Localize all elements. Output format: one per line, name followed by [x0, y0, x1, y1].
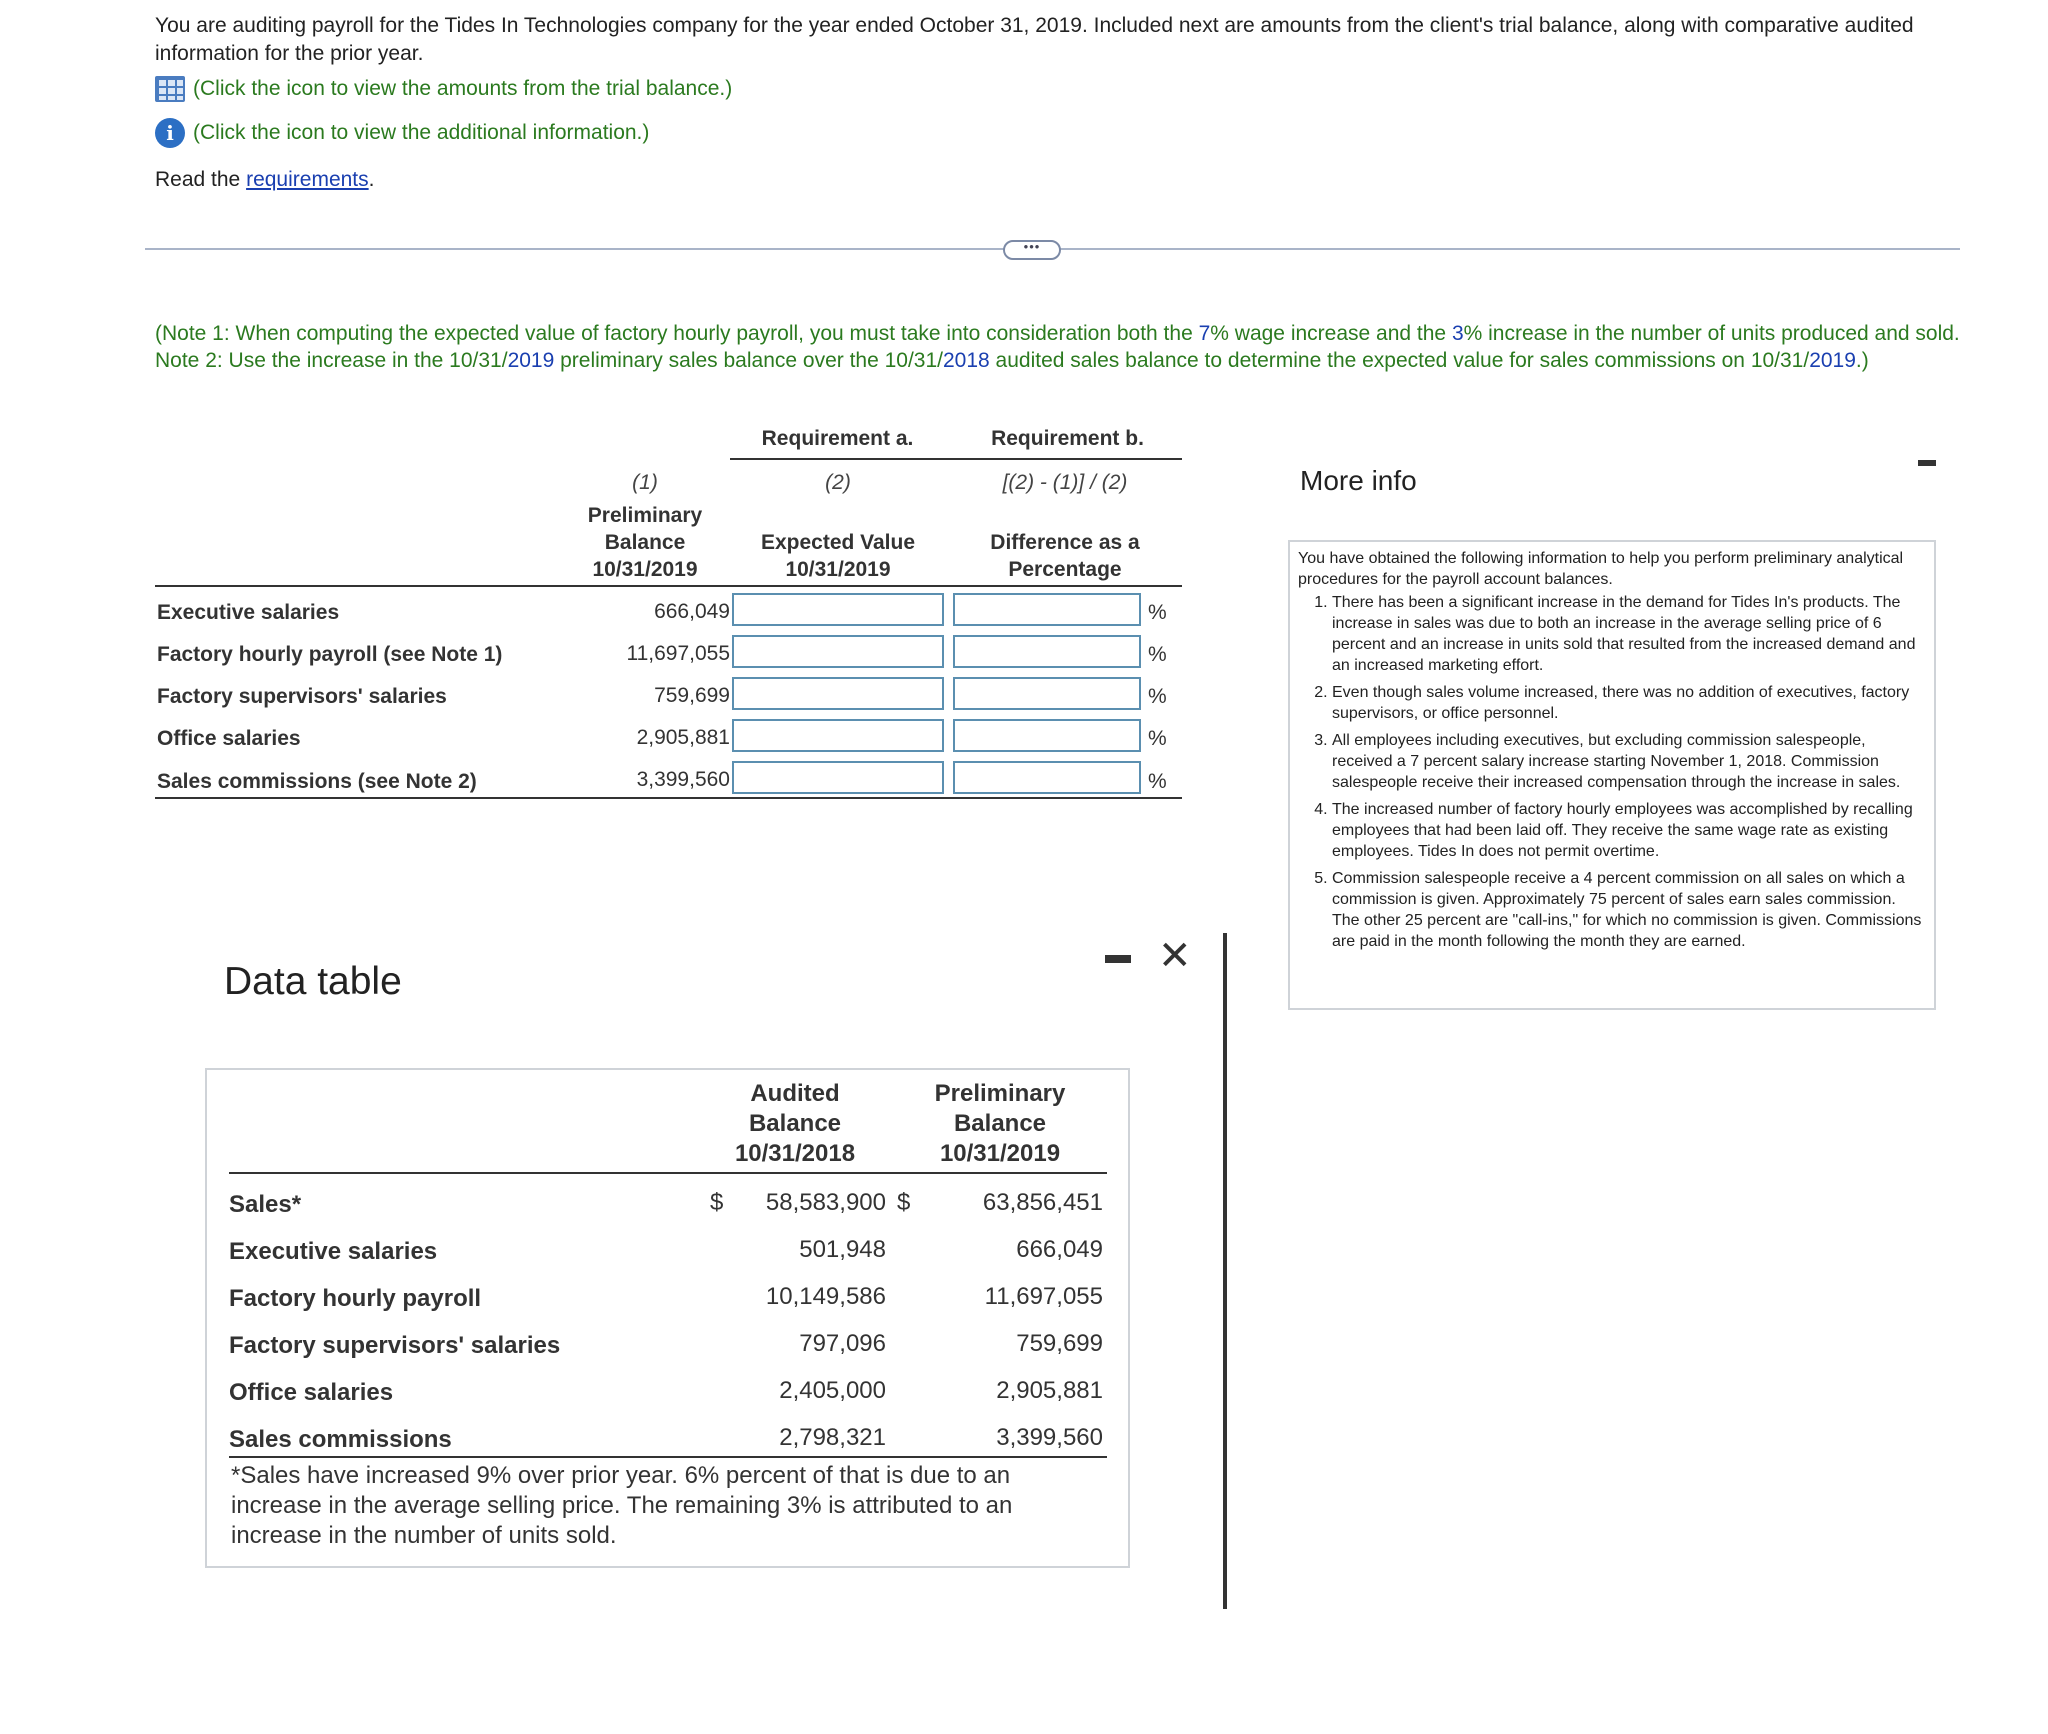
- difference-pct-input[interactable]: [953, 593, 1141, 626]
- col2-header: Expected Value 10/31/2019: [760, 531, 916, 581]
- data-table-footer-rule: [229, 1456, 1107, 1458]
- dollar-sign: $: [710, 1189, 724, 1216]
- col2-sub: (2): [825, 471, 851, 494]
- difference-pct-input[interactable]: [953, 677, 1141, 710]
- requirement-a-header: Requirement a.: [761, 427, 914, 450]
- more-info-intro: You have obtained the following information to help you perform preliminary analytical procedures for the payroll account balances.: [1298, 550, 1904, 588]
- factory-hourly-audited: 10,149,586: [765, 1283, 886, 1310]
- data-row-sales-commissions: Sales commissions: [229, 1426, 452, 1453]
- info-icon[interactable]: i: [155, 118, 185, 148]
- expected-value-input[interactable]: [732, 761, 944, 794]
- row-office-salaries-value: 2,905,881: [636, 726, 730, 749]
- table-icon[interactable]: [155, 76, 185, 102]
- col3-header: Difference as a Percentage: [990, 531, 1140, 581]
- executive-audited: 501,948: [799, 1236, 886, 1263]
- data-row-office-salaries: Office salaries: [229, 1379, 394, 1406]
- data-row-factory-supervisors: Factory supervisors' salaries: [229, 1332, 561, 1359]
- footer-rule: [155, 797, 1182, 799]
- requirements-link[interactable]: requirements: [246, 168, 369, 191]
- difference-pct-input[interactable]: [953, 635, 1141, 668]
- list-item: 3. All employees including executives, but excluding commission salespeople, received a 7 percent salary increase starting November 1, 2018. Commission salespeople receive their increased compensation through the increase in sales.: [1332, 730, 1926, 793]
- pct-symbol: %: [1148, 727, 1167, 750]
- col1-header: Preliminary Balance 10/31/2019: [587, 504, 703, 581]
- sales-preliminary: 63,856,451: [982, 1189, 1103, 1216]
- row-factory-hourly-payroll: Factory hourly payroll (see Note 1): [157, 643, 503, 666]
- list-item: 5. Commission salespeople receive a 4 percent commission on all sales on which a commission is given. Approximately 75 percent of sales earn sales commission. The other 25 percent are "call-ins," for which no commission is given. Commissions are paid in the month following the month they are earned.: [1332, 868, 1926, 952]
- row-factory-hourly-payroll-value: 11,697,055: [626, 642, 730, 665]
- close-icon[interactable]: ✕: [1158, 933, 1192, 979]
- list-item: 4. The increased number of factory hourly employees was accomplished by recalling employees that had been laid off. They receive the same wage rate as existing employees. Tides In does not permit overtime.: [1332, 799, 1926, 862]
- additional-info-link[interactable]: [155, 118, 649, 148]
- data-row-sales: Sales*: [229, 1191, 302, 1218]
- data-row-factory-hourly-payroll: Factory hourly payroll: [229, 1285, 482, 1312]
- factory-hourly-preliminary: 11,697,055: [984, 1283, 1103, 1310]
- more-info-panel: [1288, 540, 1936, 1010]
- pct-symbol: %: [1148, 770, 1167, 793]
- additional-info-link-label[interactable]: (Click the icon to view the additional information.): [193, 121, 650, 144]
- data-row-executive-salaries: Executive salaries: [229, 1238, 438, 1265]
- minimize-icon[interactable]: [1105, 955, 1131, 963]
- row-sales-commissions: Sales commissions (see Note 2): [157, 770, 477, 793]
- requirements-rule: [730, 458, 1182, 460]
- sales-audited: 58,583,900: [765, 1189, 886, 1216]
- more-info-title: More info: [1300, 465, 1417, 496]
- minimize-icon[interactable]: [1918, 460, 1936, 466]
- row-factory-supervisors-salaries: Factory supervisors' salaries: [157, 685, 447, 708]
- requirement-b-header: Requirement b.: [991, 427, 1144, 450]
- trial-balance-link[interactable]: [155, 76, 732, 102]
- commissions-preliminary: 3,399,560: [996, 1424, 1103, 1451]
- data-table-header-rule: [229, 1172, 1107, 1174]
- supervisors-audited: 797,096: [799, 1330, 886, 1357]
- dollar-sign: $: [897, 1189, 911, 1216]
- data-table-footnote: *Sales have increased 9% over prior year. 6% percent of that is due to an increase in the average selling price. The remaining 3% is attributed to an increase in the number of units sold.: [231, 1462, 1013, 1549]
- row-office-salaries: Office salaries: [157, 727, 301, 750]
- list-item: 2. Even though sales volume increased, there was no addition of executives, factory supervisors, or office personnel.: [1332, 682, 1926, 724]
- header-rule: [155, 585, 1182, 587]
- expected-value-input[interactable]: [732, 593, 944, 626]
- popup-edge: [1223, 933, 1227, 1609]
- trial-balance-link-label[interactable]: (Click the icon to view the amounts from the trial balance.): [193, 77, 733, 100]
- expected-value-input[interactable]: [732, 635, 944, 668]
- note-text: (Note 1: When computing the expected value of factory hourly payroll, you must take into consideration both the 7% wage increase and the 3% increase in the number of units produced and sold. Note 2: Use the increase in the 10/31/2019 preliminary sales balance over the 10/31/2018 audited sales balance to determine the expected value for sales commissions on 10/31/2019.): [155, 322, 1960, 372]
- row-factory-supervisors-salaries-value: 759,699: [654, 684, 730, 707]
- col1-sub: (1): [632, 471, 658, 494]
- difference-pct-input[interactable]: [953, 719, 1141, 752]
- more-info-list: [1298, 592, 1926, 952]
- pct-symbol: %: [1148, 685, 1167, 708]
- expand-more-button[interactable]: •••: [1003, 240, 1061, 260]
- expected-value-input[interactable]: [732, 719, 944, 752]
- list-item: 1. There has been a significant increase in the demand for Tides In's products. The increase in sales was due to both an increase in the average selling price of 6 percent and an increase in units sold that resulted from the increased demand and an increased marketing effort.: [1332, 592, 1926, 676]
- data-table-title: Data table: [224, 960, 402, 1003]
- executive-preliminary: 666,049: [1016, 1236, 1103, 1263]
- read-suffix: .: [368, 168, 375, 191]
- read-prefix: Read the: [155, 168, 241, 191]
- office-audited: 2,405,000: [779, 1377, 886, 1404]
- read-requirements: [155, 168, 374, 192]
- pct-symbol: %: [1148, 643, 1167, 666]
- expected-value-input[interactable]: [732, 677, 944, 710]
- row-executive-salaries-value: 666,049: [654, 600, 730, 623]
- supervisors-preliminary: 759,699: [1016, 1330, 1103, 1357]
- row-sales-commissions-value: 3,399,560: [636, 768, 730, 791]
- intro-text: You are auditing payroll for the Tides In Technologies company for the year ended October 31, 2019. Included next are amounts from the client's trial balance, along with comparative audited information for the prior year.: [155, 14, 1914, 65]
- audited-header: Audited Balance 10/31/2018: [734, 1080, 856, 1167]
- row-executive-salaries: Executive salaries: [157, 601, 340, 624]
- pct-symbol: %: [1148, 601, 1167, 624]
- office-preliminary: 2,905,881: [996, 1377, 1103, 1404]
- col3-sub: [(2) - (1)] / (2): [1002, 471, 1128, 494]
- commissions-audited: 2,798,321: [779, 1424, 886, 1451]
- preliminary-header: Preliminary Balance 10/31/2019: [934, 1080, 1066, 1167]
- difference-pct-input[interactable]: [953, 761, 1141, 794]
